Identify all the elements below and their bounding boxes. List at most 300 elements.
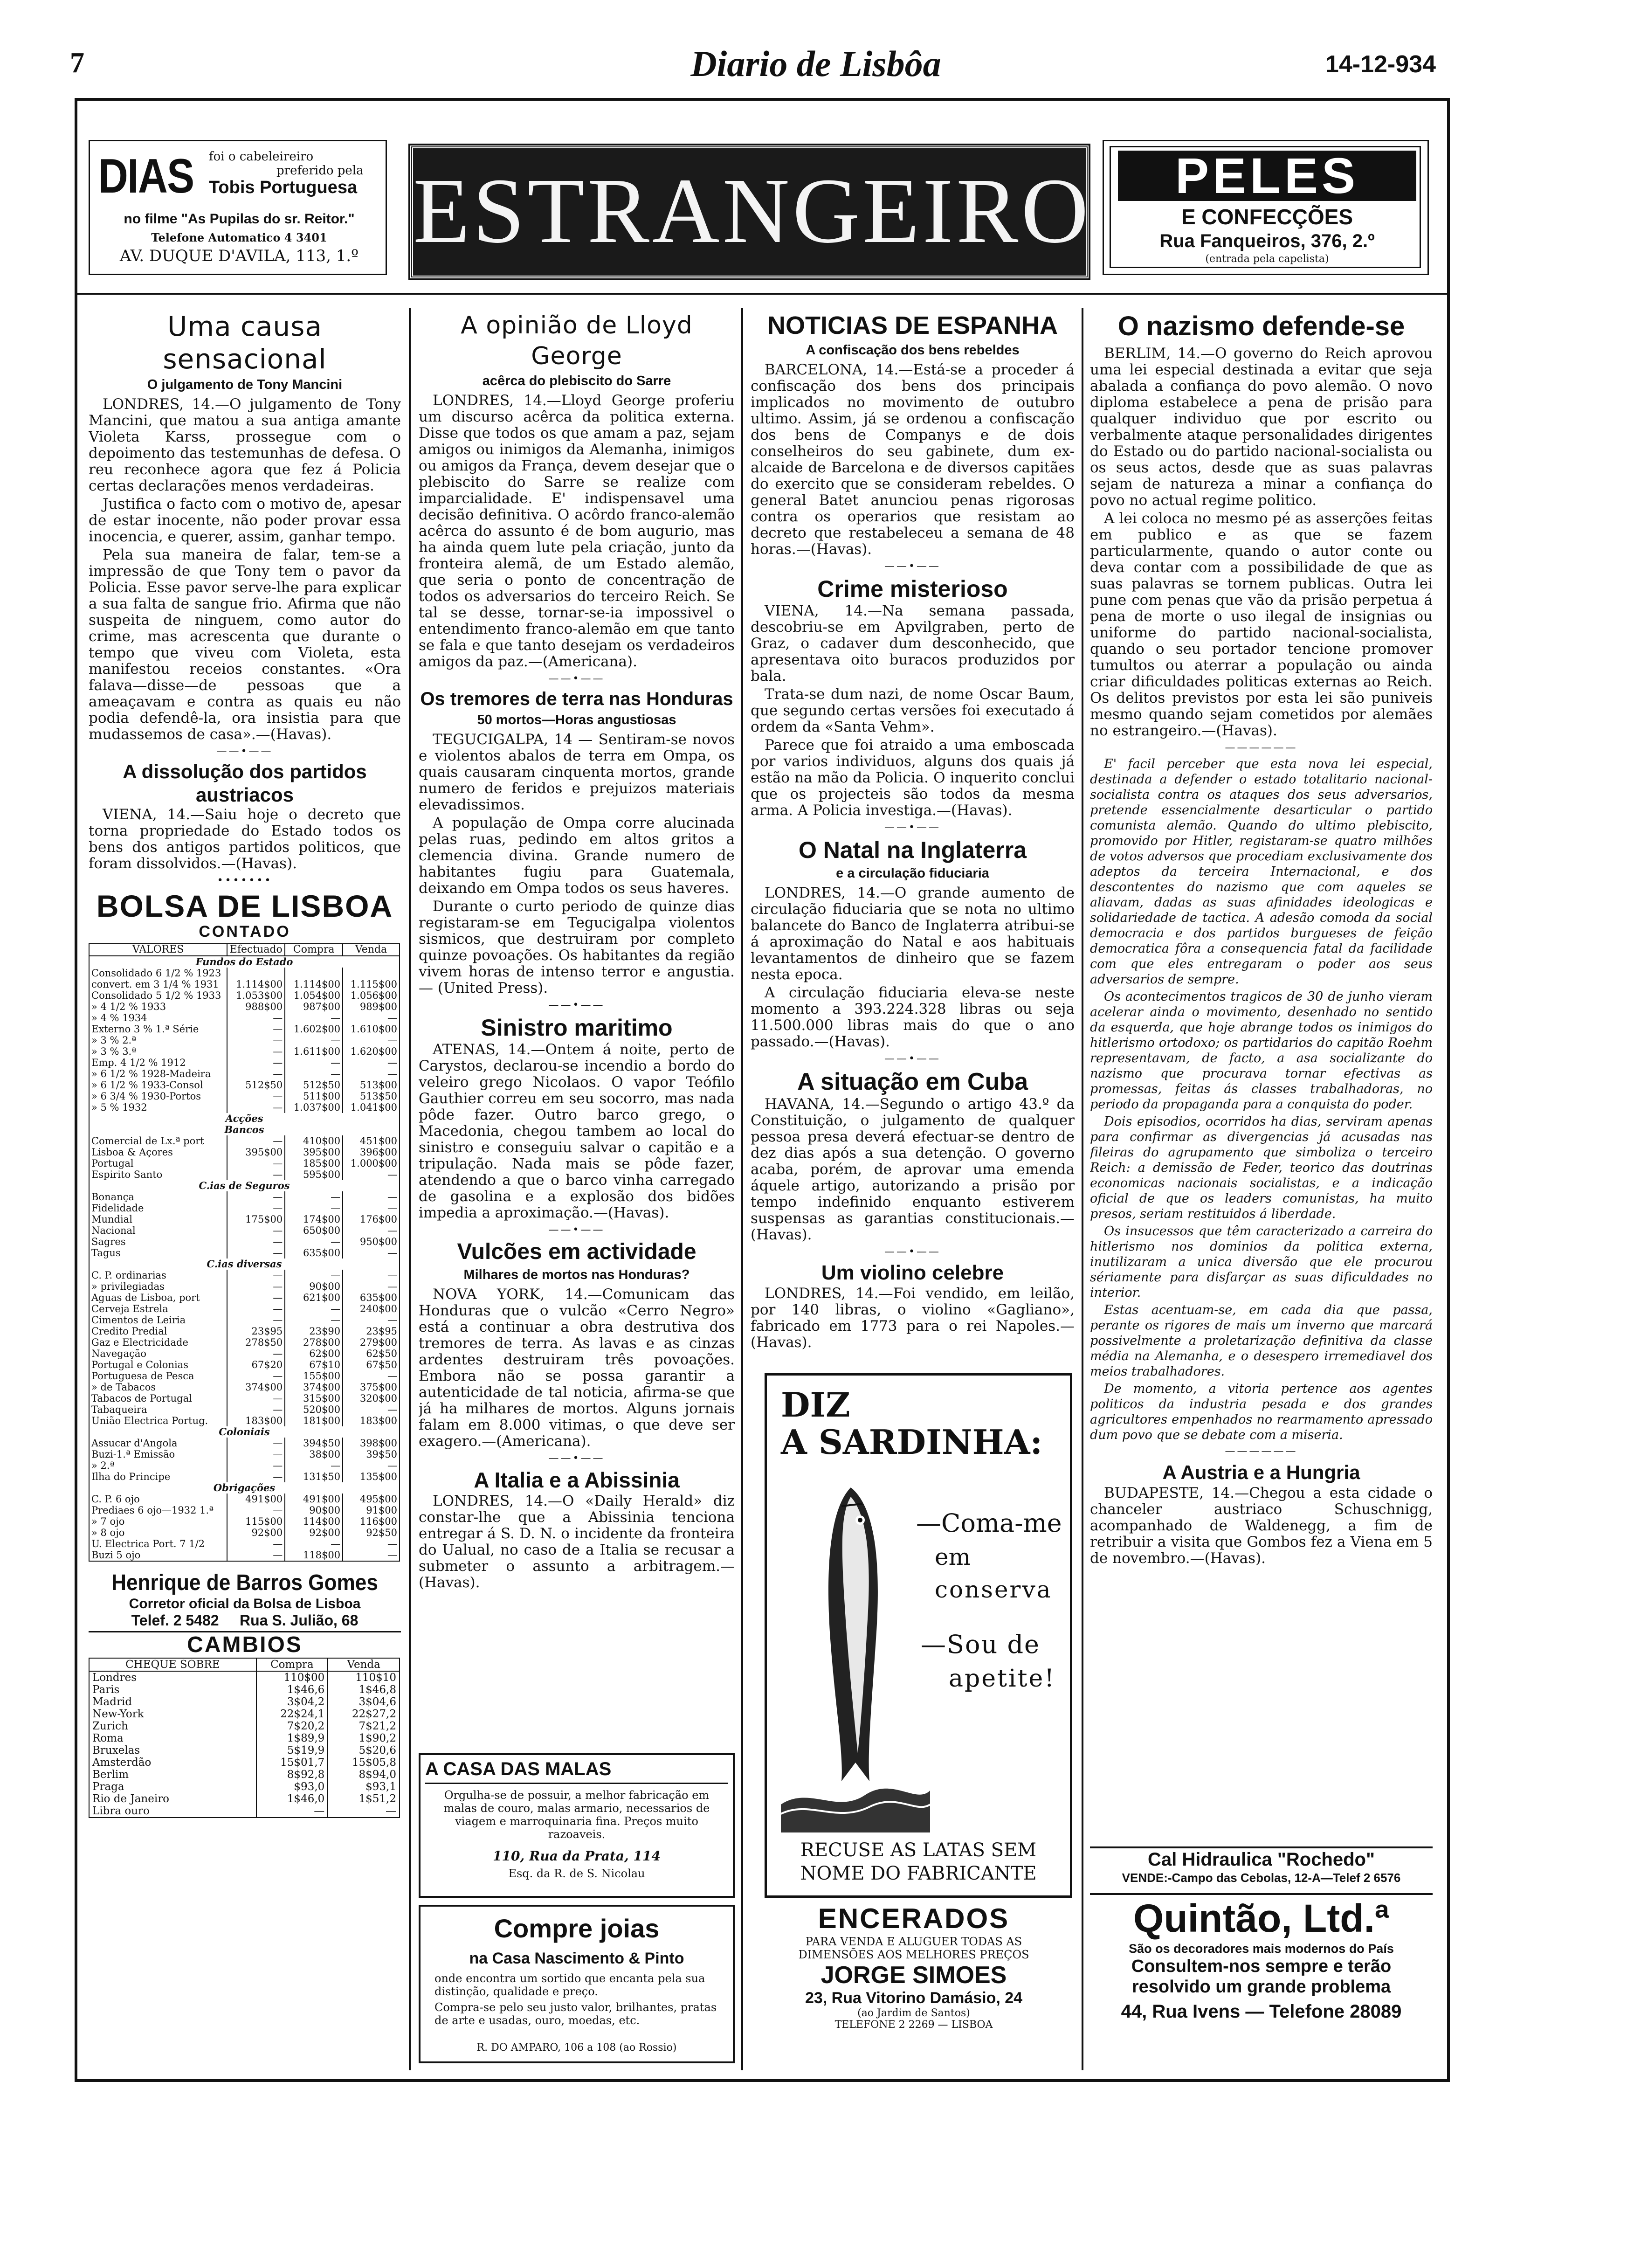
article-body (89, 396, 401, 743)
cambios-currency: Berlim (89, 1769, 256, 1781)
bolsa-price-cell: — (285, 1012, 343, 1023)
bolsa-price-cell: 114$00 (285, 1516, 343, 1527)
cambios-currency: Libra ouro (89, 1805, 256, 1818)
ad-peles (1103, 140, 1429, 275)
article-subtitle: A confiscação dos bens rebeldes (806, 343, 1020, 358)
bolsa-security-name: » 7 ojo (89, 1516, 227, 1527)
article-body (419, 393, 735, 670)
bolsa-security-name: Externo 3 % 1.ª Série (89, 1023, 227, 1035)
bolsa-row (89, 1236, 400, 1247)
cambios-currency: Amsterdão (89, 1756, 256, 1769)
cambios-row (89, 1684, 400, 1696)
paragraph: Justifica o facto com o motivo de, apesar de estar inocente, não poder provar essa inocencia, e querer, assim, ganhar tempo. (89, 496, 401, 545)
bolsa-price-cell: 1.114$00 (227, 979, 285, 990)
bolsa-price-cell: 410$00 (285, 1135, 343, 1147)
bolsa-price-cell: — (343, 1225, 400, 1236)
bolsa-subtitle: CONTADO (199, 923, 291, 940)
cambios-row (89, 1781, 400, 1793)
bolsa-security-name: Aguas de Lisboa, port (89, 1292, 227, 1303)
cambios-rate: 15$05,8 (328, 1756, 400, 1769)
bolsa-price-cell: 495$00 (343, 1494, 400, 1505)
bolsa-row (89, 1292, 400, 1303)
article-body (419, 1042, 735, 1221)
bolsa-header-row (89, 944, 400, 956)
ad-joias-address: R. DO AMPARO, 106 a 108 (ao Rossio) (476, 2042, 677, 2054)
bolsa-security-name: convert. em 3 1/4 % 1931 (89, 979, 227, 990)
bolsa-price-cell: — (343, 1404, 400, 1415)
bolsa-price-cell: 90$00 (285, 1281, 343, 1292)
cambios-rate: 5$20,6 (328, 1744, 400, 1756)
bolsa-price-cell: 621$00 (285, 1292, 343, 1303)
ad-sardinha-quote4: —Sou de (921, 1630, 1040, 1659)
cambios-table (89, 1658, 400, 1818)
page-number: 7 (70, 47, 84, 79)
cambios-row (89, 1708, 400, 1720)
bolsa-price-cell: 39$50 (343, 1449, 400, 1460)
ad-cal-title: Cal Hidraulica "Rochedo" (1148, 1849, 1375, 1870)
bolsa-security-name: Comercial de Lx.ª port (89, 1135, 227, 1147)
bolsa-security-name: Navegação (89, 1348, 227, 1359)
bolsa-price-cell: — (227, 1068, 285, 1079)
bolsa-row (89, 1012, 400, 1023)
bolsa-price-cell: — (227, 1538, 285, 1549)
separator: ••••••• (217, 875, 273, 886)
bolsa-security-name: Tagus (89, 1247, 227, 1258)
paragraph: A lei coloca no mesmo pé as asserções feitas em publico e as que se fazem particularmente, quando o autor conte ou deva contar com a possibilidade de que as suas palavras se tornem publicas. Outra lei pune com penas que vão da prisão perpetua á pena de morte o uso ilegal de insignias ou uniforme do partido nacional-socialista, quando o seu portador tencione promover tumultos ou aterrar a população ou ainda criar dificuldades politicas externas ao Reich. Os delitos previstos por esta lei são puniveis mesmo quando sejam cometidos por alemães no estrangeiro.—(Havas). (1090, 510, 1433, 739)
bolsa-price-cell: — (227, 1404, 285, 1415)
bolsa-price-cell: — (227, 1203, 285, 1214)
bolsa-header: Efectuado (227, 944, 285, 956)
bolsa-row (89, 1068, 400, 1079)
separator: ——•—— (884, 1053, 941, 1065)
bolsa-price-cell: 513$00 (343, 1079, 400, 1091)
issue-date: 14-12-934 (1325, 51, 1436, 78)
ad-quintao-line1: São os decoradores mais modernos do País (1129, 1942, 1394, 1956)
bolsa-price-cell: 635$00 (285, 1247, 343, 1258)
commentary (1090, 756, 1433, 1443)
cambios-rate: 3$04,2 (256, 1696, 328, 1708)
bolsa-price-cell: 278$50 (227, 1337, 285, 1348)
bolsa-security-name: » 6 3/4 % 1930-Portos (89, 1091, 227, 1102)
article-title: A opinião de Lloyd George (461, 311, 693, 370)
separator: ——•—— (548, 1452, 605, 1464)
bolsa-price-cell: — (227, 1270, 285, 1281)
bolsa-price-cell: — (285, 1538, 343, 1549)
bolsa-price-cell (343, 968, 400, 979)
bolsa-security-name: » 4 1/2 % 1933 (89, 1001, 227, 1012)
paragraph: A circulação fiduciaria eleva-se neste momento a 393.224.328 libras ou seja 11.500.000 libras mais do que o ano passado.—(Havas). (751, 984, 1075, 1050)
bolsa-price-cell: 512$50 (227, 1079, 285, 1091)
bolsa-section-label: Fundos do Estado (89, 956, 400, 968)
cambios-row (89, 1720, 400, 1732)
bolsa-header: Venda (343, 944, 400, 956)
article-title: Uma causa sensacional (163, 311, 327, 375)
bolsa-section-label: Bancos (89, 1124, 400, 1135)
bolsa-price-cell: — (343, 1538, 400, 1549)
article-body (1090, 1485, 1433, 1567)
top-rule (77, 293, 1447, 295)
bolsa-price-cell: — (285, 1191, 343, 1203)
bolsa-price-cell: 512$50 (285, 1079, 343, 1091)
ad-henrique-line2: Telef. 2 5482 Rua S. Julião, 68 (131, 1612, 359, 1629)
bolsa-row (89, 1091, 400, 1102)
bolsa-price-cell: — (285, 1057, 343, 1068)
cambios-row (89, 1769, 400, 1781)
ad-encerados-line1: PARA VENDA E ALUGUER TODAS AS (805, 1935, 1022, 1948)
bolsa-security-name: Cerveja Estrela (89, 1303, 227, 1314)
bolsa-price-cell: 67$20 (227, 1359, 285, 1370)
bolsa-security-name: Prediaes 6 ojo—1932 1.ª (89, 1505, 227, 1516)
bolsa-price-cell: 398$00 (343, 1438, 400, 1449)
bolsa-price-cell: 987$00 (285, 1001, 343, 1012)
bolsa-security-name: » de Tabacos (89, 1382, 227, 1393)
bolsa-row (89, 1079, 400, 1091)
cambios-currency: Praga (89, 1781, 256, 1793)
paragraph: De momento, a vitoria pertence aos agentes politicos da industria pesada e dos grandes agricultores empenhados no rearmamento apressado dum povo que se debate com a miseria. (1090, 1382, 1433, 1442)
bolsa-price-cell: 513$50 (343, 1091, 400, 1102)
bolsa-security-name: Portugal (89, 1158, 227, 1169)
bolsa-row (89, 1057, 400, 1068)
ad-quintao-line2: Consultem-nos sempre e terão (1131, 1957, 1392, 1976)
bolsa-security-name: Tabaqueira (89, 1404, 227, 1415)
cambios-rate: 8$92,8 (256, 1769, 328, 1781)
article-subtitle: 50 mortos—Horas angustiosas (477, 712, 676, 727)
column-2 (419, 310, 735, 1751)
paragraph: LONDRES, 14.—O «Daily Herald» diz constar-lhe que a Abissinia tenciona entregar á S. D. N. o incidente da fronteira do Ualual, no caso de a Italia se recusar a submeter o assunto a arbitragem.—(Havas). (419, 1493, 735, 1591)
bolsa-price-cell: — (343, 1169, 400, 1180)
bolsa-row (89, 1169, 400, 1180)
bolsa-price-cell: — (343, 1203, 400, 1214)
article-title: NOTICIAS DE ESPANHA (767, 311, 1058, 339)
ad-encerados-title: ENCERADOS (818, 1903, 1010, 1934)
bolsa-price-cell: — (343, 1281, 400, 1292)
bolsa-security-name: Buzi-1.ª Emissão (89, 1449, 227, 1460)
ad-sardinha-title2: A SARDINHA: (781, 1422, 1043, 1462)
paragraph: E' facil perceber que esta nova lei especial, destinada a defender o estado totalitario nacional-socialista contra os ataques dos seus adversarios, pretende essencialmente desarticular o partido comunista alemão. Quando do ultimo plebiscito, promovido por Hitler, registaram-se quatro milhões de votos adversos que procediam exclusivamente dos adeptos da terceira Internacional, e dos descontentes do nazismo que com aqueles se aliavam, dadas as suas afinidades ideologicas e solidariedade de tactica. A adesão comoda da social democracia e dos partidos burgueses de feição democratica fôra a consequencia fatal da facilidade com que eles entregaram o poder aos seus adversarios de sempre. (1090, 757, 1433, 987)
ad-encerados-address2: (ao Jardim de Santos) (857, 2007, 970, 2019)
ad-encerados-name: JORGE SIMOES (820, 1962, 1007, 1989)
bolsa-price-cell: — (227, 1370, 285, 1382)
cambios-currency: New-York (89, 1708, 256, 1720)
bolsa-row (89, 1225, 400, 1236)
bolsa-price-cell: 278$00 (285, 1337, 343, 1348)
bolsa-row (89, 1449, 400, 1460)
column-3 (751, 310, 1075, 1369)
bolsa-price-cell: — (343, 1460, 400, 1471)
ad-encerados-line2: DIMENSÕES AOS MELHORES PREÇOS (798, 1948, 1029, 1961)
bolsa-price-cell: 1.611$00 (285, 1046, 343, 1057)
bolsa-price-cell: 279$00 (343, 1337, 400, 1348)
bolsa-row (89, 1527, 400, 1538)
paragraph: Os acontecimentos tragicos de 30 de junho vieram acelerar ainda o movimento, desenhado no sentido da esquerda, que hoje abrange todos os inimigos do hitlerismo ortodoxo; os partidarios do capitão Roehm representavam, de facto, a asa socializante do nazismo que procurava tornar efectivas as promessas, feitas ás classes trabalhadoras, no periodo da propaganda para a conquista do poder. (1090, 989, 1433, 1112)
bolsa-price-cell: 1.114$00 (285, 979, 343, 990)
ad-cal-line: VENDE:-Campo das Cebolas, 12-A—Telef 2 6576 (1122, 1871, 1401, 1885)
bolsa-price-cell: 950$00 (343, 1236, 400, 1247)
bolsa-security-name: Portugal e Colonias (89, 1359, 227, 1370)
article-title: A Italia e a Abissinia (474, 1468, 680, 1492)
paragraph: TEGUCIGALPA, 14 — Sentiram-se novos e violentos abalos de terra em Ompa, os quais causaram cinquenta mortos, grande numero de feridos e prejuizos materiais elevadissimos. (419, 731, 735, 813)
cambios-header-row (89, 1658, 400, 1671)
bolsa-price-cell: 92$00 (285, 1527, 343, 1538)
bolsa-price-cell: 181$00 (285, 1415, 343, 1426)
bolsa-row (89, 1281, 400, 1292)
separator: ——•—— (548, 999, 605, 1011)
bolsa-price-cell: — (343, 1270, 400, 1281)
bolsa-row (89, 1359, 400, 1370)
bolsa-title: BOLSA DE LISBOA (96, 889, 393, 923)
bolsa-price-cell: 176$00 (343, 1214, 400, 1225)
bolsa-row (89, 1494, 400, 1505)
bolsa-price-cell: — (227, 1393, 285, 1404)
bolsa-price-cell: 23$95 (343, 1326, 400, 1337)
ad-encerados-address: 23, Rua Vitorino Damásio, 24 (805, 1989, 1023, 2007)
bolsa-security-name: Bonança (89, 1191, 227, 1203)
bolsa-price-cell: 395$00 (285, 1147, 343, 1158)
bolsa-price-cell: 174$00 (285, 1214, 343, 1225)
bolsa-row (89, 1415, 400, 1426)
article-title: O nazismo defende-se (1117, 311, 1405, 341)
bolsa-price-cell: — (227, 1348, 285, 1359)
ad-quintao-line4: 44, Rua Ivens — Telefone 28089 (1121, 2001, 1402, 2022)
article-body (419, 732, 735, 996)
bolsa-security-name: C. P. ordinarias (89, 1270, 227, 1281)
bolsa-price-cell: 374$00 (227, 1382, 285, 1393)
article-subtitle: Milhares de mortos nas Honduras? (463, 1267, 690, 1282)
col-rule-2 (741, 308, 743, 2070)
bolsa-table (89, 943, 400, 1562)
bolsa-price-cell: — (227, 1057, 285, 1068)
bolsa-price-cell: — (227, 1236, 285, 1247)
bolsa-security-name: Sagres (89, 1236, 227, 1247)
cambios-currency: Madrid (89, 1696, 256, 1708)
bolsa-price-cell: 118$00 (285, 1549, 343, 1561)
ad-sardinha-title1: DIZ (781, 1385, 850, 1424)
bolsa-security-name: Consolidado 5 1/2 % 1933 (89, 990, 227, 1001)
article-body (419, 1286, 735, 1450)
bolsa-security-name: » 5 % 1932 (89, 1102, 227, 1113)
column-4 (1090, 310, 1433, 1812)
bolsa-price-cell: 320$00 (343, 1393, 400, 1404)
bolsa-security-name: » 8 ojo (89, 1527, 227, 1538)
bolsa-price-cell: 491$00 (227, 1494, 285, 1505)
bolsa-row (89, 1348, 400, 1359)
bolsa-price-cell: 92$00 (227, 1527, 285, 1538)
bolsa-price-cell: — (285, 1068, 343, 1079)
bolsa-price-cell: 38$00 (285, 1449, 343, 1460)
ad-joias-text2: Compra-se pelo seu justo valor, brilhantes, pratas de arte e usadas, ouro, moedas, etc. (434, 2001, 717, 2027)
article-body (89, 807, 401, 872)
bolsa-price-cell: 155$00 (285, 1370, 343, 1382)
bolsa-security-name: Buzi 5 ojo (89, 1549, 227, 1561)
ad-quintao (1090, 1893, 1433, 2066)
separator: —————— (1225, 742, 1298, 754)
bolsa-price-cell: 185$00 (285, 1158, 343, 1169)
cambios-rate: 1$46,6 (256, 1684, 328, 1696)
ad-dias-address: AV. DUQUE D'AVILA, 113, 1.º (119, 247, 359, 265)
bolsa-price-cell: — (227, 1292, 285, 1303)
bolsa-price-cell: 1.610$00 (343, 1023, 400, 1035)
bolsa-price-cell: — (343, 1549, 400, 1561)
cambios-rate: $93,0 (256, 1781, 328, 1793)
ad-quintao-title: Quintão, Ltd.ª (1133, 1896, 1389, 1940)
separator: ——•—— (884, 822, 941, 833)
bolsa-row (89, 968, 400, 979)
bolsa-security-name: Consolidado 6 1/2 % 1923 (89, 968, 227, 979)
article-body (751, 603, 1075, 819)
bolsa-price-cell: — (227, 1303, 285, 1314)
bolsa-price-cell: 115$00 (227, 1516, 285, 1527)
cambios-rate: 110$10 (328, 1671, 400, 1684)
paragraph: VIENA, 14.—Saiu hoje o decreto que torna propriedade do Estado todos os bens dos antigos partidos politicos, que foram dissolvidos.—(Havas). (89, 806, 401, 872)
ad-sardinha-quote2: em (935, 1543, 971, 1570)
cambios-rate: 8$94,0 (328, 1769, 400, 1781)
paragraph: Estas acentuam-se, em cada dia que passa, perante os rigores de mais um inverno que marcará possivelmente a proletarização definitiva da classe média na Alemanha, e o desespero irremediavel dos meios trabalhadores. (1090, 1303, 1433, 1379)
paragraph: LONDRES, 14.—Lloyd George proferiu um discurso acêrca da politica externa. Disse que todos os que amam a paz, sejam amigos ou inimigos da Alemanha, inimigos ou amigos da França, devem desejar que o plebiscito do Sarre se realize com imparcialidade. E' indispensavel uma decisão definitiva. O acôrdo franco-alemão acêrca do assunto é de bom augurio, mas ha ainda quem lute pela criação, junto da fronteira alemã, de um Estado alemão, que seria o ponto de concentração de todos os adversarios do terceiro Reich. Se tal se desse, tornar-se-ia impossivel o entendimento franco-alemão em que tanto se fala e que tanto desejam os verdadeiros amigos da paz.—(Americana). (419, 392, 735, 670)
paragraph: Os insucessos que têm caracterizado a carreira do hitlerismo nos dominios da politica externa, inutilizaram a unica diversão que ele procurou sériamente para disfarçar as suas dificuldades no interior. (1090, 1224, 1433, 1300)
ad-encerados (751, 1902, 1077, 2066)
bolsa-row (89, 1214, 400, 1225)
bolsa-price-cell: 1.000$00 (343, 1158, 400, 1169)
bolsa-section-row (89, 1258, 400, 1270)
bolsa-price-cell: 635$00 (343, 1292, 400, 1303)
article-subtitle: O julgamento de Tony Mancini (147, 377, 343, 392)
cambios-rate: 110$00 (256, 1671, 328, 1684)
article-title: Vulcões em actividade (457, 1239, 696, 1264)
ad-cal-hidraulica (1090, 1846, 1433, 1888)
cambios-row (89, 1732, 400, 1744)
bolsa-security-name: Tabacos de Portugal (89, 1393, 227, 1404)
bolsa-price-cell: — (343, 1068, 400, 1079)
bolsa-security-name: Credito Predial (89, 1326, 227, 1337)
bolsa-section-row (89, 1113, 400, 1124)
cambios-currency: Bruxelas (89, 1744, 256, 1756)
bolsa-row (89, 1158, 400, 1169)
cambios-rate: — (256, 1805, 328, 1818)
cambios-header: CHEQUE SOBRE (89, 1658, 256, 1671)
bolsa-price-cell: — (343, 1314, 400, 1326)
cambios-row (89, 1744, 400, 1756)
ad-sardinha-footer2: NOME DO FABRICANTE (800, 1863, 1037, 1884)
bolsa-row (89, 1001, 400, 1012)
ad-henrique-name: Henrique de Barros Gomes (111, 1570, 378, 1595)
paragraph: Trata-se dum nazi, de nome Oscar Baum, que segundo certas versões foi executado á ordem da «Santa Vehm». (751, 686, 1075, 735)
bolsa-row (89, 1460, 400, 1471)
bolsa-price-cell: — (285, 1460, 343, 1471)
article-title: Sinistro maritimo (481, 1015, 673, 1041)
paragraph: Dois episodios, ocorridos ha dias, serviram apenas para confirmar as divergencias já acusadas nas fileiras do agrupamento que simboliza o terceiro Reich: a demissão de Feder, teorico das doutrinas economicas nacionais socialistas, e a indicação oficial de que os leaders comunistas, ha muito presos, seriam restituidos á liberdade. (1090, 1114, 1433, 1221)
bolsa-row (89, 1549, 400, 1561)
bolsa-price-cell: 116$00 (343, 1516, 400, 1527)
bolsa-row (89, 1035, 400, 1046)
separator: ——•—— (548, 1224, 605, 1236)
bolsa-price-cell: 1.041$00 (343, 1102, 400, 1113)
bolsa-price-cell (285, 968, 343, 979)
bolsa-price-cell: 67$10 (285, 1359, 343, 1370)
separator: ——•—— (884, 1246, 941, 1258)
bolsa-price-cell: 183$00 (227, 1415, 285, 1426)
sardine-fish-illustration (781, 1478, 930, 1832)
bolsa-price-cell: 23$90 (285, 1326, 343, 1337)
bolsa-price-cell: 520$00 (285, 1404, 343, 1415)
ad-dias-line1: foi o cabeleireiro (209, 150, 314, 164)
ad-peles-note: (entrada pela capelista) (1205, 253, 1329, 265)
ad-sardinha-quote3: conserva (935, 1576, 1052, 1603)
ad-peles-address: Rua Fanqueiros, 376, 2.º (1159, 231, 1375, 251)
ad-henrique-line1: Corretor oficial da Bolsa de Lisboa (129, 1596, 361, 1611)
bolsa-row (89, 990, 400, 1001)
bolsa-header: VALORES (89, 944, 227, 956)
bolsa-row (89, 1404, 400, 1415)
bolsa-security-name: Emp. 4 1/2 % 1912 (89, 1057, 227, 1068)
bolsa-section-row (89, 1482, 400, 1494)
article-body (751, 1096, 1075, 1243)
bolsa-price-cell: 67$50 (343, 1359, 400, 1370)
bolsa-row (89, 1516, 400, 1527)
ad-dias-phone: Telefone Automatico 4 3401 (151, 231, 327, 244)
bolsa-price-cell: — (227, 1247, 285, 1258)
bolsa-price-cell: 90$00 (285, 1505, 343, 1516)
bolsa-row (89, 1270, 400, 1281)
bolsa-row (89, 979, 400, 990)
article-title: A Austria e a Hungria (1162, 1461, 1360, 1483)
bolsa-security-name: » 4 % 1934 (89, 1012, 227, 1023)
bolsa-row (89, 1191, 400, 1203)
bolsa-price-cell: 395$00 (227, 1147, 285, 1158)
bolsa-row (89, 1102, 400, 1113)
bolsa-price-cell: — (227, 1281, 285, 1292)
article-title: Crime misterioso (817, 576, 1008, 602)
cambios-row (89, 1696, 400, 1708)
bolsa-row (89, 1203, 400, 1214)
bolsa-row (89, 1314, 400, 1326)
bolsa-price-cell: — (227, 1505, 285, 1516)
article-body (419, 1493, 735, 1591)
bolsa-price-cell: 396$00 (343, 1147, 400, 1158)
ad-sardinha (765, 1373, 1072, 1898)
bolsa-price-cell: 1.037$00 (285, 1102, 343, 1113)
ad-sardinha-footer1: RECUSE AS LATAS SEM (800, 1839, 1037, 1861)
bolsa-security-name: Nacional (89, 1225, 227, 1236)
bolsa-price-cell: — (285, 1303, 343, 1314)
bolsa-price-cell: 135$00 (343, 1471, 400, 1482)
bolsa-row (89, 1046, 400, 1057)
bolsa-price-cell: 62$00 (285, 1348, 343, 1359)
bolsa-price-cell: — (227, 1046, 285, 1057)
cambios-rate: 15$01,7 (256, 1756, 328, 1769)
cambios-row (89, 1756, 400, 1769)
bolsa-row (89, 1393, 400, 1404)
bolsa-price-cell: 175$00 (227, 1214, 285, 1225)
bolsa-row (89, 1326, 400, 1337)
cambios-row (89, 1805, 400, 1818)
cambios-rate: 1$51,2 (328, 1793, 400, 1805)
bolsa-section-label: C.ias diversas (89, 1258, 400, 1270)
bolsa-section-label: Acções (89, 1113, 400, 1124)
bolsa-price-cell: 1.053$00 (227, 990, 285, 1001)
bolsa-price-cell: 23$95 (227, 1326, 285, 1337)
bolsa-security-name: Mundial (89, 1214, 227, 1225)
section-banner (410, 145, 1089, 278)
bolsa-price-cell: 131$50 (285, 1471, 343, 1482)
cambios-rate: 1$89,9 (256, 1732, 328, 1744)
bolsa-row (89, 1023, 400, 1035)
ad-casa-malas-address: 110, Rua da Prata, 114 (493, 1848, 661, 1864)
ad-joias-text: onde encontra um sortido que encanta pela sua distinção, qualidade e preço. (434, 1972, 705, 1998)
cambios-rate: — (328, 1805, 400, 1818)
bolsa-price-cell: 375$00 (343, 1382, 400, 1393)
cambios-row (89, 1671, 400, 1684)
bolsa-row (89, 1303, 400, 1314)
